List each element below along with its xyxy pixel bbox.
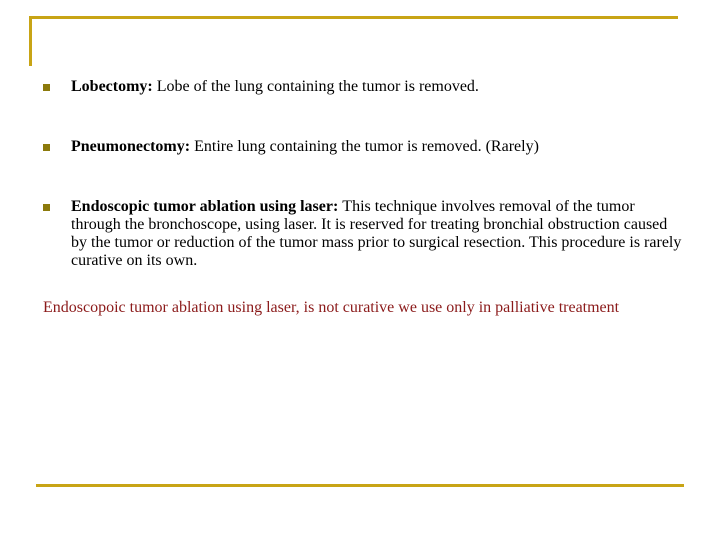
square-bullet-icon xyxy=(43,204,50,211)
frame-left-rule xyxy=(29,16,32,66)
bullet-text: Entire lung containing the tumor is removed. (Rarely) xyxy=(194,138,539,155)
bullet-text: Lobe of the lung containing the tumor is removed. xyxy=(156,78,479,95)
list-item xyxy=(43,78,683,96)
frame-top-rule xyxy=(29,16,678,19)
frame-bottom-rule xyxy=(36,484,684,487)
bullet-term: Lobectomy: xyxy=(71,78,157,95)
bullet-term: Endoscopic tumor ablation using laser: xyxy=(71,198,343,215)
list-item xyxy=(43,138,683,156)
square-bullet-icon xyxy=(43,144,50,151)
palliative-note: Endoscopoic tumor ablation using laser, is not curative we use only in palliative treatment xyxy=(43,299,620,316)
square-bullet-icon xyxy=(43,84,50,91)
bullet-list xyxy=(43,78,683,270)
bullet-text: This technique involves removal of the tumor through the bronchoscope, using laser. It is reserved for treating bronchial obstruction caused by the tumor or reduction of the tumor mass prior to surgical resection. This procedure is rarely curative on its own. xyxy=(71,198,682,269)
bullet-term: Pneumonectomy: xyxy=(71,138,195,155)
list-item xyxy=(43,198,683,270)
